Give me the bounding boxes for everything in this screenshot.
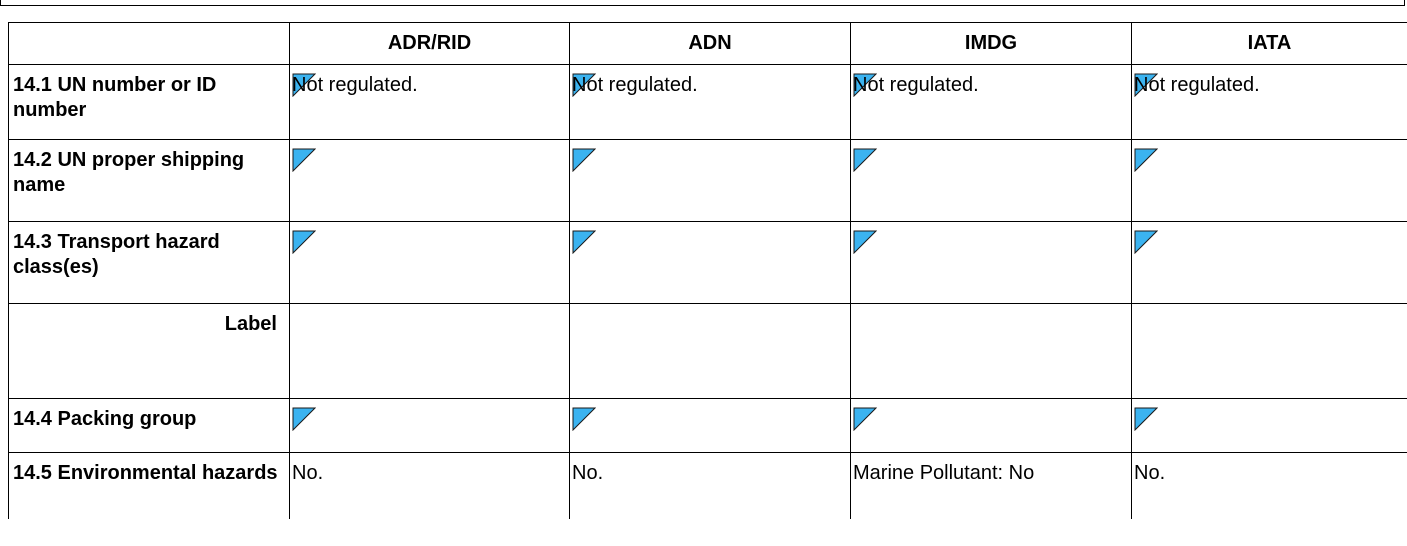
table-row-packing-group <box>9 399 1407 453</box>
cell-label-iata <box>1132 304 1407 399</box>
blue-triangle-marker-icon <box>292 230 316 254</box>
blue-triangle-marker-icon <box>572 148 596 172</box>
table-row-label <box>9 304 1407 399</box>
cell-hazard-class-imdg <box>851 222 1132 304</box>
column-header-adn: ADN <box>570 23 851 65</box>
row-label-label: Label <box>9 304 290 399</box>
cell-value: Not regulated. <box>292 74 418 96</box>
transport-info-table <box>8 22 1407 519</box>
cell-shipping-name-imdg <box>851 140 1132 222</box>
cell-value: Not regulated. <box>1134 74 1260 96</box>
row-label-shipping-name: 14.2 UN proper shipping name <box>9 140 290 222</box>
blue-triangle-marker-icon <box>853 407 877 431</box>
blue-triangle-marker-icon <box>292 148 316 172</box>
cell-un-number-adr-rid <box>290 65 570 140</box>
table-row-hazard-class <box>9 222 1407 304</box>
header-row <box>9 23 1407 65</box>
cell-label-imdg <box>851 304 1132 399</box>
cell-label-adr-rid <box>290 304 570 399</box>
row-label-environmental-hazards: 14.5 Environmental hazards <box>9 453 290 519</box>
cell-hazard-class-iata <box>1132 222 1407 304</box>
cell-hazard-class-adr-rid <box>290 222 570 304</box>
blue-triangle-marker-icon <box>572 230 596 254</box>
table-row-un-number <box>9 65 1407 140</box>
cell-environmental-iata: No. <box>1132 453 1407 519</box>
cell-un-number-imdg <box>851 65 1132 140</box>
blue-triangle-marker-icon <box>853 148 877 172</box>
blue-triangle-marker-icon <box>1134 230 1158 254</box>
cell-packing-group-iata <box>1132 399 1407 453</box>
cell-packing-group-adr-rid <box>290 399 570 453</box>
cell-packing-group-imdg <box>851 399 1132 453</box>
row-label-un-number: 14.1 UN number or ID number <box>9 65 290 140</box>
cell-shipping-name-adn <box>570 140 851 222</box>
blue-triangle-marker-icon <box>1134 407 1158 431</box>
cell-shipping-name-iata <box>1132 140 1407 222</box>
blue-triangle-marker-icon <box>1134 148 1158 172</box>
column-header-adr-rid: ADR/RID <box>290 23 570 65</box>
top-border-rule <box>0 0 1405 6</box>
cell-environmental-imdg: Marine Pollutant: No <box>851 453 1132 519</box>
column-header-imdg: IMDG <box>851 23 1132 65</box>
table-row-environmental-hazards <box>9 453 1407 519</box>
cell-environmental-adr-rid: No. <box>290 453 570 519</box>
cell-hazard-class-adn <box>570 222 851 304</box>
column-header-iata: IATA <box>1132 23 1407 65</box>
row-label-packing-group: 14.4 Packing group <box>9 399 290 453</box>
cell-shipping-name-adr-rid <box>290 140 570 222</box>
cell-value: Not regulated. <box>572 74 698 96</box>
blue-triangle-marker-icon <box>292 407 316 431</box>
transport-information-sheet <box>8 22 1407 519</box>
row-label-hazard-class: 14.3 Transport hazard class(es) <box>9 222 290 304</box>
blue-triangle-marker-icon <box>853 230 877 254</box>
cell-label-adn <box>570 304 851 399</box>
header-corner-cell <box>9 23 290 65</box>
table-row-shipping-name <box>9 140 1407 222</box>
cell-packing-group-adn <box>570 399 851 453</box>
cell-value: Not regulated. <box>853 74 979 96</box>
cell-un-number-iata <box>1132 65 1407 140</box>
cell-un-number-adn <box>570 65 851 140</box>
blue-triangle-marker-icon <box>572 407 596 431</box>
cell-environmental-adn: No. <box>570 453 851 519</box>
